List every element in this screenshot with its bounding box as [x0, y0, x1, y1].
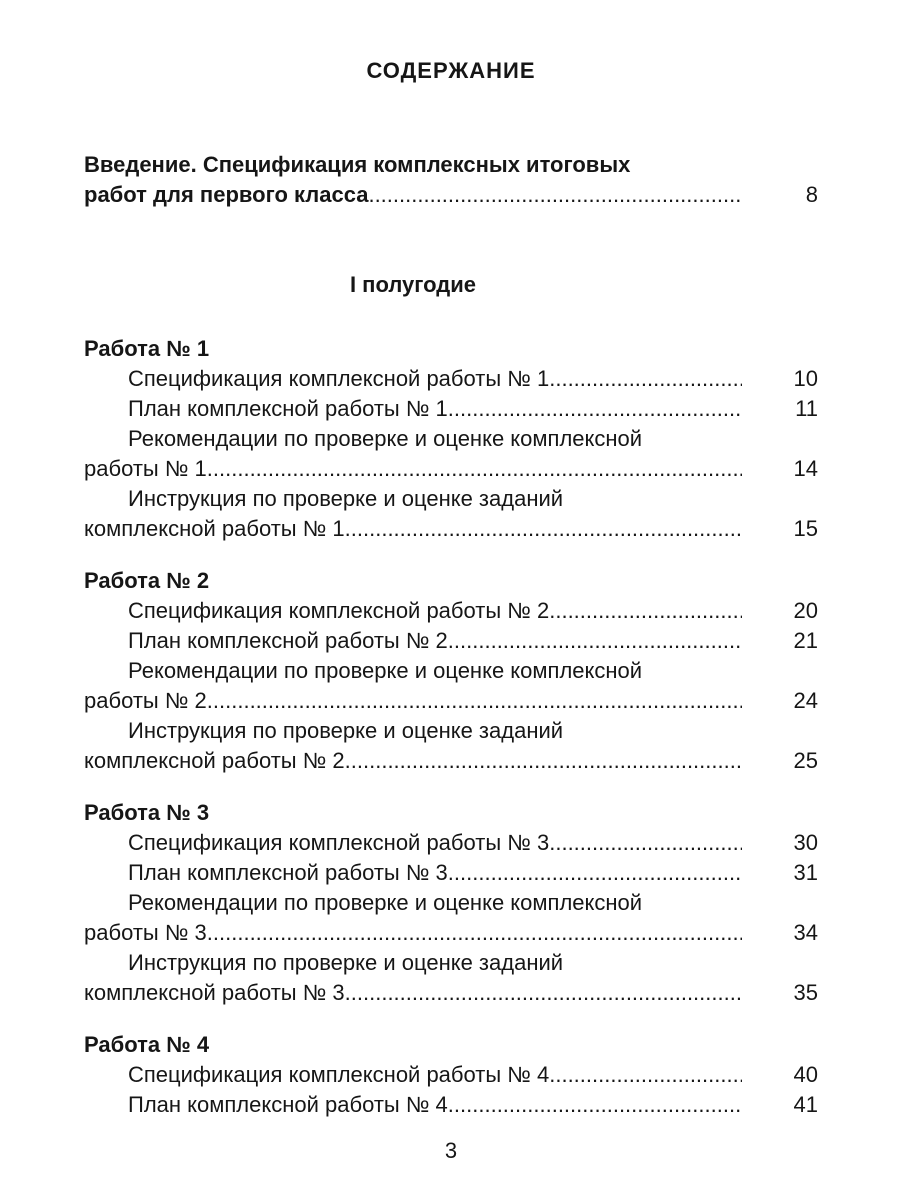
toc-entry-page-number: 8	[805, 182, 818, 207]
toc-entry-page-number: 11	[795, 396, 818, 421]
toc-line-text: работы № 1	[84, 456, 207, 481]
toc-entry	[84, 716, 818, 776]
toc-entry-page-number: 41	[793, 1092, 818, 1117]
toc-line	[84, 394, 818, 424]
toc-entry	[84, 828, 818, 858]
toc-entry-page-number: 24	[793, 688, 818, 713]
dot-leader	[448, 626, 742, 656]
dot-leader	[549, 364, 742, 394]
toc-entry-page-number: 34	[793, 920, 818, 945]
toc-line	[84, 858, 818, 888]
toc-line: Рекомендации по проверке и оценке комплексной	[128, 890, 643, 915]
toc-line-text: работы № 2	[84, 688, 207, 713]
toc-line-text: План комплексной работы № 2	[128, 628, 448, 653]
toc-entry-page-number: 20	[793, 598, 818, 623]
section-heading: Работа № 1	[84, 336, 210, 361]
section-heading: Работа № 4	[84, 1032, 210, 1057]
dot-leader	[448, 394, 742, 424]
dot-leader	[368, 180, 742, 210]
footer-page-number: 3	[444, 1138, 458, 1163]
dot-leader	[207, 918, 742, 948]
toc-line	[84, 918, 818, 948]
dot-leader	[549, 596, 742, 626]
toc-entry	[84, 888, 818, 948]
toc-line	[84, 364, 818, 394]
toc-entry-page-number: 30	[793, 830, 818, 855]
toc-entry-page-number: 14	[793, 456, 818, 481]
dot-leader	[207, 686, 742, 716]
toc-line	[84, 514, 818, 544]
toc-line-text: комплексной работы № 2	[84, 748, 345, 773]
toc-entry	[84, 484, 818, 544]
intro-entry-container	[84, 150, 818, 210]
toc-entry-page-number: 40	[793, 1062, 818, 1087]
toc-line-text: работ для первого класса	[84, 182, 369, 207]
toc-line	[84, 180, 818, 210]
toc-entry	[84, 596, 818, 626]
toc-entry	[84, 424, 818, 484]
section-entries	[84, 596, 818, 776]
dot-leader	[549, 828, 742, 858]
toc-section	[84, 1030, 818, 1120]
toc-line-text: работы № 3	[84, 920, 207, 945]
toc-line	[84, 596, 818, 626]
toc-entry	[84, 656, 818, 716]
toc-line	[84, 626, 818, 656]
toc-line: Инструкция по проверке и оценке заданий	[128, 950, 564, 975]
toc-line-text: Спецификация комплексной работы № 3	[128, 830, 550, 855]
section-heading: Работа № 3	[84, 800, 210, 825]
toc-line-text: План комплексной работы № 1	[128, 396, 448, 421]
toc-line	[84, 1090, 818, 1120]
section-entries	[84, 828, 818, 1008]
section-entries	[84, 364, 818, 544]
toc-line-text: Спецификация комплексной работы № 4	[128, 1062, 550, 1087]
toc-line	[84, 454, 818, 484]
toc-line: Инструкция по проверке и оценке заданий	[128, 486, 564, 511]
toc-entry-page-number: 35	[793, 980, 818, 1005]
toc-line	[84, 1060, 818, 1090]
toc-entry	[84, 948, 818, 1008]
toc-entry	[84, 858, 818, 888]
toc	[84, 150, 818, 1120]
toc-entry-page-number: 15	[793, 516, 818, 541]
toc-line-text: Спецификация комплексной работы № 2	[128, 598, 550, 623]
toc-line: Рекомендации по проверке и оценке комплексной	[128, 426, 643, 451]
toc-entry	[84, 626, 818, 656]
toc-line: Рекомендации по проверке и оценке комплексной	[128, 658, 643, 683]
dot-leader	[448, 858, 742, 888]
dot-leader	[345, 978, 742, 1008]
toc-entry	[84, 1060, 818, 1090]
dot-leader	[345, 746, 742, 776]
page-title: СОДЕРЖАНИЕ	[366, 58, 536, 83]
dot-leader	[345, 514, 742, 544]
toc-section	[84, 334, 818, 544]
dot-leader	[207, 454, 742, 484]
toc-line: Введение. Спецификация комплексных итоговых	[84, 152, 631, 177]
toc-line-text: комплексной работы № 1	[84, 516, 345, 541]
toc-entry-page-number: 25	[793, 748, 818, 773]
toc-entry-page-number: 31	[793, 860, 818, 885]
toc-entry-page-number: 21	[793, 628, 818, 653]
dot-leader	[448, 1090, 742, 1120]
section-heading: Работа № 2	[84, 568, 210, 593]
toc-line-text: План комплексной работы № 3	[128, 860, 448, 885]
toc-sections	[84, 334, 818, 1120]
dot-leader	[549, 1060, 742, 1090]
toc-entry	[84, 150, 818, 210]
toc-section	[84, 798, 818, 1008]
toc-entry	[84, 394, 818, 424]
toc-entry	[84, 1090, 818, 1120]
toc-line	[84, 978, 818, 1008]
part-heading: I полугодие	[349, 272, 477, 297]
toc-entry-page-number: 10	[793, 366, 818, 391]
section-entries	[84, 1060, 818, 1120]
toc-line	[84, 746, 818, 776]
toc-line-text: План комплексной работы № 4	[128, 1092, 448, 1117]
toc-entry	[84, 364, 818, 394]
toc-section	[84, 566, 818, 776]
toc-line	[84, 686, 818, 716]
toc-line-text: Спецификация комплексной работы № 1	[128, 366, 550, 391]
toc-line: Инструкция по проверке и оценке заданий	[128, 718, 564, 743]
toc-line	[84, 828, 818, 858]
toc-line-text: комплексной работы № 3	[84, 980, 345, 1005]
